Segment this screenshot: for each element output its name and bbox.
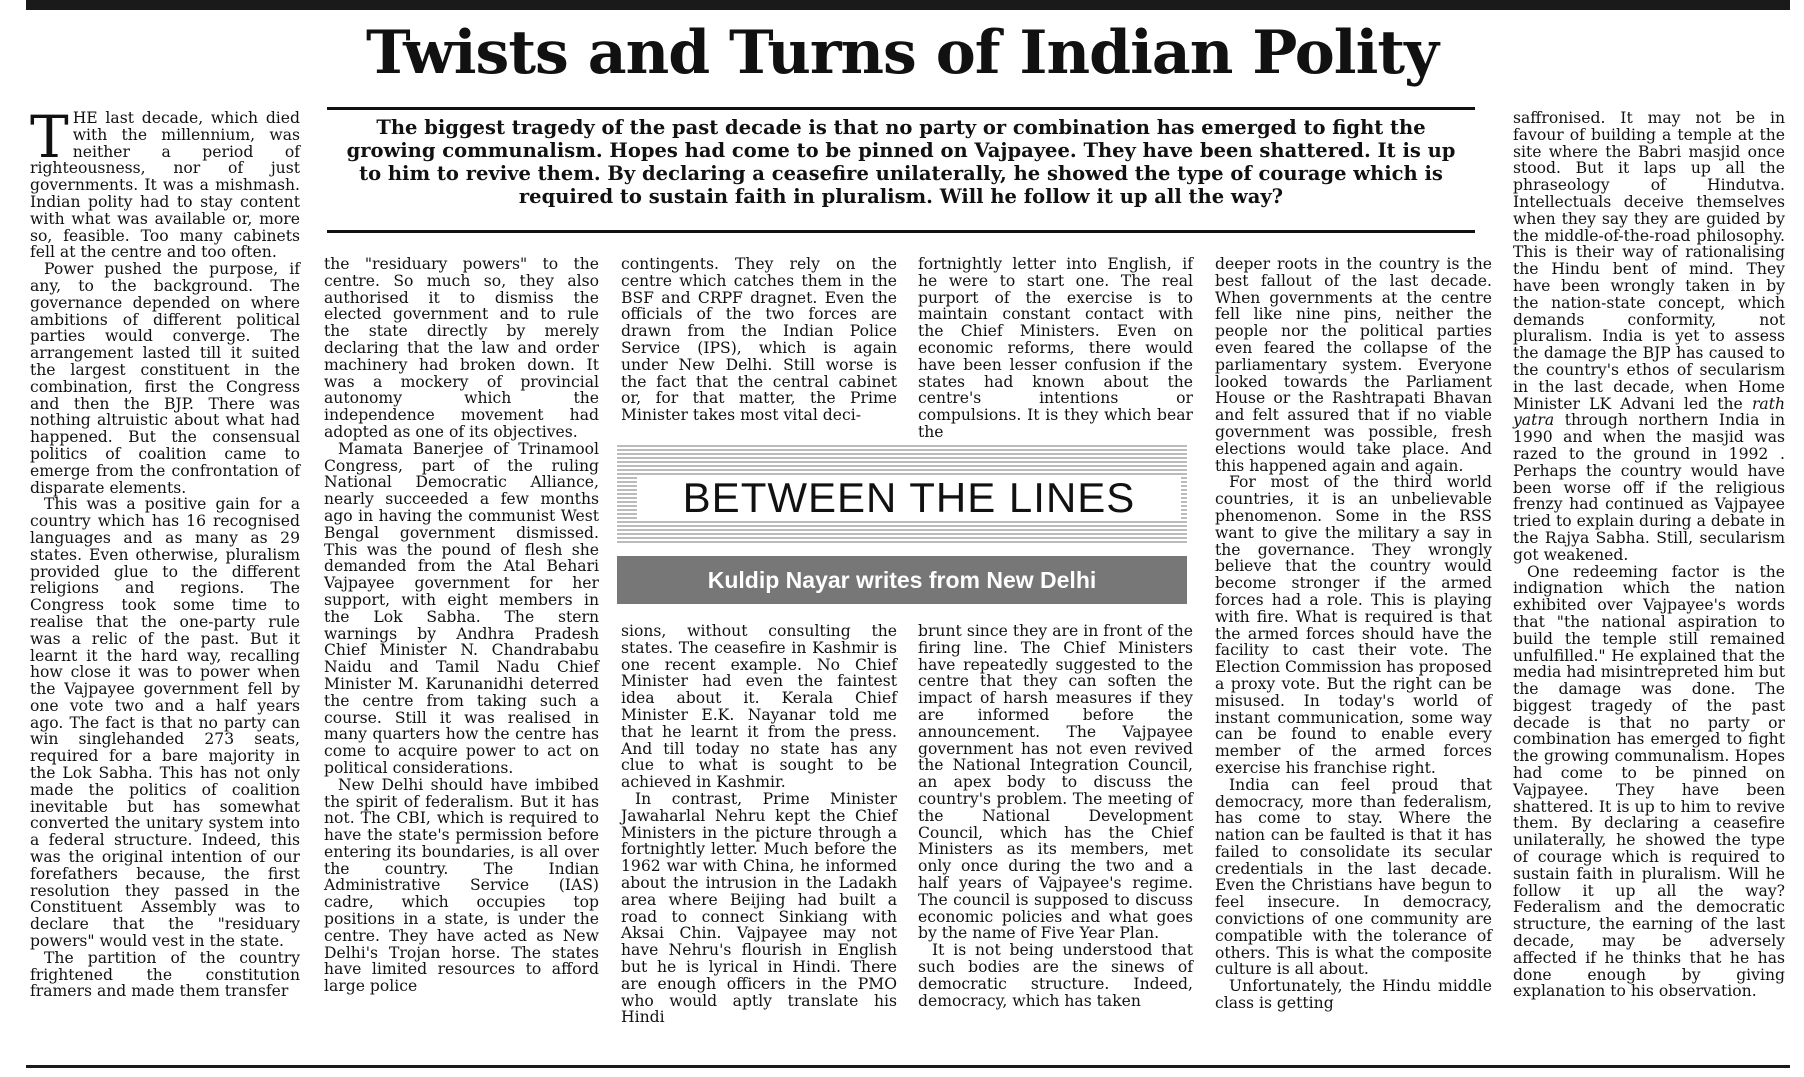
headline: Twists and Turns of Indian Polity	[366, 18, 1438, 88]
paragraph	[1513, 110, 1785, 564]
paragraph: New Delhi should have imbibed the spirit of federalism. But it has not. The CBI, which is required to have the state's permission before entering its boundaries, is all over the country. The Indian Administrative Service (IAS) cadre, which occupies top positions in a state, is under the centre. They have acted as New Delhi's Trojan horse. The states have limited resources to afford large police	[324, 775, 599, 996]
paragraph: Unfortunately, the Hindu middle class is getting	[1215, 977, 1492, 1013]
paragraph: India can feel proud that democracy, more than federalism, has come to stay. Where the nation can be faulted is that it has failed to consolidate its secular credentials in the last decade. Even the Christians have begun to feel insecure. In democracy, convictions of one community are compatible with the tolerance of others. This is what the composite culture is all about.	[1215, 775, 1492, 979]
paragraph: For most of the third world countries, it is an unbelievable phenomenon. Some in the RSS want to give the military a say in the governance. They wrongly believe that the country would become stronger if the armed forces had a role. This is playing with fire. What is required is that the armed forces should have the facility to cast their vote. The Election Commission has proposed a proxy vote. But the right can be misused. In today's world of instant communication, some way can be found to enable every member of the armed forces exercise his franchise right.	[1215, 473, 1492, 777]
column-logo	[617, 445, 1187, 608]
column-3-bottom	[621, 623, 897, 1026]
paragraph: sions, without consulting the states. The ceasefire in Kashmir is one recent example. No Chief Minister had even the faintest idea about it. Kerala Chief Minister E.K. Nayanar told me that he learnt it from the press. And till today no state has any clue to what is sought to be achieved in Kashmir.	[621, 622, 897, 792]
paragraph: fortnightly letter into English, if he were to start one. The real purport of the exercise is to maintain constant contact with the Chief Ministers. Even on economic reforms, there would have been lesser confusion if the states had known about the centre's intentions or compulsions. It is they which bear the	[918, 255, 1193, 441]
paragraph: brunt since they are in front of the firing line. The Chief Ministers have repeatedly suggested to the centre that they can soften the impact of harsh measures if they are informed before the announcement. The Vajpayee government has not even revived the National Integration Council, an apex body to discuss the country's problem. The meeting of the National Development Council, which has the Chief Ministers as its members, met only once during the two and a half years of Vajpayee's regime. The council is supposed to discuss economic policies and what goes by the name of Five Year Plan.	[918, 622, 1193, 943]
paragraph: Power pushed the purpose, if any, to the background. The governance depended on where ambitions of different political parties would converge. The arrangement lasted till it suited the largest constituent in the combination, first the Congress and then the BJP. There was nothing altruistic about what had happened. But the consensual politics of coalition came to emerge from the confrontation of disparate elements.	[30, 260, 300, 497]
paragraph-text: HE last decade, which died with the millennium, was neither a period of righteousness, nor of just governments. It was a mishmash. Indian polity had to stay content with what was available or, more so, feasible. Too many cabinets fell at the centre and too often.	[30, 109, 300, 262]
drop-cap: T	[30, 103, 69, 171]
column-4-bottom	[918, 623, 1193, 1009]
paragraph: In contrast, Prime Minister Jawaharlal Nehru kept the Chief Ministers in the picture through a fortnightly letter. Much before the 1962 war with China, he informed about the intrusion in the Ladakh area where Beijing had built a road to connect Sinkiang with Aksai Chin. Vajpayee may not have Nehru's flourish in English but he is lyrical in Hindi. There are enough officers in the PMO who would aptly translate his Hindi	[621, 789, 897, 1027]
column-6	[1513, 110, 1785, 1000]
paragraph-text: through northern India in 1990 and when the masjid was razed to the ground in 1992 . Perhaps the country would have been worse off if the religious frenzy had continued as Vajpayee tried to explain during a debate in the Rajya Sabha. Still, secularism got weakened.	[1513, 411, 1785, 564]
column-logo-title: BETWEEN THE LINES	[637, 475, 1181, 521]
column-1	[30, 103, 300, 1001]
top-rule	[26, 0, 1790, 10]
column-2	[324, 256, 599, 995]
bottom-rule	[26, 1065, 1790, 1068]
paragraph: Mamata Banerjee of Trinamool Congress, part of the ruling National Democratic Alliance, nearly succeeded a few months ago in having the communist West Bengal government dismissed. This was the pound of flesh she demanded from the Atal Behari Vajpayee government for her support, with eight members in the Lok Sabha. The stern warnings by Andhra Pradesh Chief Minister N. Chandrababu Naidu and Tamil Nadu Chief Minister M. Karunanidhi deterred the centre from taking such a course. Still it was realised in many quarters how the centre has come to acquire power to act on political considerations.	[324, 439, 599, 777]
paragraph: the "residuary powers" to the centre. So much so, they also authorised it to dismiss the elected government and to rule the state directly by merely declaring that the law and order machinery had broken down. It was a mockery of provincial autonomy which the independence movement had adopted as one of its objectives.	[324, 255, 599, 441]
paragraph: The partition of the country frightened the constitution framers and made them transfer	[30, 948, 300, 1001]
paragraph: This was a positive gain for a country which has 16 recognised languages and as many as 29 states. Even otherwise, pluralism provided glue to the different religions and regions. The Congress took some time to realise that the one-party rule was a relic of the past. But it learnt it the hard way, recalling how close it was to power when the Vajpayee government fell by one vote two and a half years ago. The fact is that no party can win singlehanded 273 seats, required for a bare majority in the Lok Sabha. This has not only made the politics of coalition inevitable but has somewhat converted the unitary system into a federal structure. Indeed, this was the original intention of our forefathers because, the first resolution they passed in the Constituent Assembly was to declare that the "residuary powers" would vest in the state.	[30, 495, 300, 951]
column-3-top	[621, 256, 897, 424]
deck-text: The biggest tragedy of the past decade is that no party or combination has emerged to fight the growing communalism. Hopes had come to be pinned on Vajpayee. They have been shattered. It is up to him to revive them. By declaring a ceasefire unilaterally, he showed the type of courage which is required to sustain faith in pluralism. Will he follow it up all the way?	[346, 116, 1456, 208]
paragraph: It is not being understood that such bodies are the sinews of democratic structure. Indeed, democracy, which has taken	[918, 941, 1193, 1010]
paragraph: contingents. They rely on the centre which catches them in the BSF and CRPF dragnet. Even the officials of the two forces are drawn from the Indian Police Service (IPS), which is again under New Delhi. Still worse is the fact that the central cabinet or, for that matter, the Prime Minister takes most vital deci-	[621, 255, 897, 425]
column-4-top	[918, 256, 1193, 441]
column-5	[1215, 256, 1492, 1012]
paragraph	[30, 103, 300, 262]
italic-term: rath yatra	[1513, 394, 1785, 430]
byline: Kuldip Nayar writes from New Delhi	[617, 556, 1187, 604]
paragraph: deeper roots in the country is the best fallout of the last decade. When governments at the centre fell like nine pins, neither the people nor the political parties even feared the collapse of the parliamentary system. Everyone looked towards the Parliament House or the Rashtrapati Bhavan and felt assured that if no viable government was possible, fresh elections would take place. And this happened again and again.	[1215, 255, 1492, 475]
paragraph: One redeeming factor is the indignation which the nation exhibited over Vajpayee's words that "the national aspiration to build the temple still remained unfulfilled." He explained that the media had misintrepreted him but the damage was done. The biggest tragedy of the past decade is that no party or combination has emerged to fight the growing communalism. Hopes had come to be pinned on Vajpayee. They have been shattered. It is up to him to revive them. By declaring a ceasefire unilaterally, he showed the type of courage which is required to sustain faith in pluralism. Will he follow it up all the way? Federalism and the democratic structure, the earning of the last decade, may be adversely affected if he thinks that he has done enough by giving explanation to his observation.	[1513, 562, 1785, 1001]
paragraph-text: saffronised. It may not be in favour of building a temple at the site where the Babri masjid once stood. But it laps up all the phraseology of Hindutva. Intellectuals deceive themselves when they say they are guided by the middle-of-the-road philosophy. This is their way of rationalising the Hindu bent of mind. They have been wrongly taken in by the nation-state concept, which demands conformity, not pluralism. India is yet to assess the damage the BJP has caused to the country's ethos of secularism in the last decade, when Home Minister LK Advani led the	[1513, 109, 1785, 413]
deck	[327, 107, 1475, 233]
